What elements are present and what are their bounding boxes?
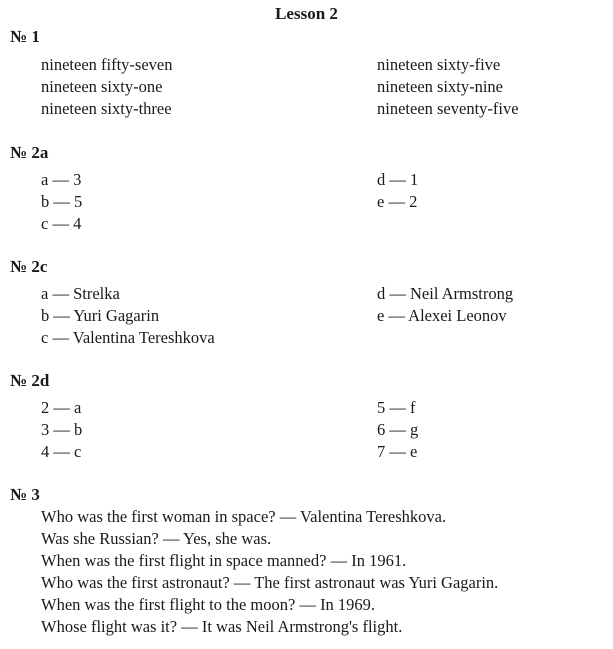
list-item: b — 5	[41, 192, 83, 211]
list-item: Whose flight was it? — It was Neil Armstrong's flight.	[41, 617, 403, 636]
list-item: c — 4	[41, 214, 82, 233]
list-item: a — Strelka	[41, 284, 120, 303]
list-item: d — Neil Armstrong	[377, 284, 514, 303]
list-item: When was the first flight to the moon? — In 1969.	[41, 595, 376, 614]
section-heading-3: № 3	[10, 485, 40, 504]
list-item: Who was the first astronaut? — The first astronaut was Yuri Gagarin.	[41, 573, 499, 592]
list-item: e — Alexei Leonov	[377, 306, 507, 325]
section-heading-2d: № 2d	[10, 371, 50, 390]
section-heading-2c: № 2c	[10, 257, 48, 276]
list-item: nineteen sixty-three	[41, 99, 172, 118]
list-item: 6 — g	[377, 420, 419, 439]
list-item: c — Valentina Tereshkova	[41, 328, 215, 347]
section-heading-1: № 1	[10, 27, 40, 46]
list-item: nineteen fifty-seven	[41, 55, 173, 74]
list-item: 2 — a	[41, 398, 82, 417]
section-heading-2a: № 2a	[10, 143, 49, 162]
page-title: Lesson 2	[275, 4, 338, 23]
list-item: nineteen seventy-five	[377, 99, 519, 118]
list-item: d — 1	[377, 170, 419, 189]
list-item: nineteen sixty-one	[41, 77, 163, 96]
list-item: a — 3	[41, 170, 82, 189]
list-item: 7 — e	[377, 442, 418, 461]
list-item: b — Yuri Gagarin	[41, 306, 160, 325]
list-item: nineteen sixty-nine	[377, 77, 504, 96]
list-item: e — 2	[377, 192, 418, 211]
list-item: Who was the first woman in space? — Valentina Tereshkova.	[41, 507, 447, 526]
list-item: 4 — c	[41, 442, 82, 461]
list-item: 5 — f	[377, 398, 416, 417]
list-item: When was the first flight in space manned? — In 1961.	[41, 551, 407, 570]
list-item: nineteen sixty-five	[377, 55, 501, 74]
list-item: Was she Russian? — Yes, she was.	[41, 529, 272, 548]
list-item: 3 — b	[41, 420, 83, 439]
